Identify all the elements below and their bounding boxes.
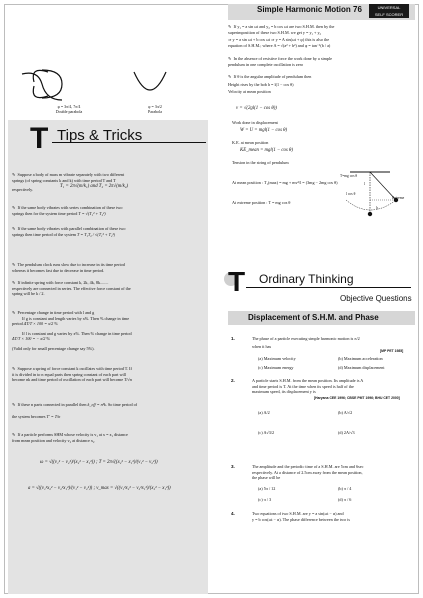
q1-opt-a: (a) Maximum velocity bbox=[258, 356, 296, 361]
header-title: Simple Harmonic Motion 76 bbox=[257, 5, 362, 14]
q3-opt-a: (a) 5π / 12 bbox=[258, 486, 276, 491]
parabola-curve bbox=[134, 72, 166, 90]
pencil-icon: ✎ bbox=[12, 172, 16, 177]
pencil-icon: ✎ bbox=[12, 262, 16, 267]
q2-text: A particle starts S.H.M. from the mean position. Its amplitude is A and time period is T. At the time when its speed is half of the maximum speed, its displacement y is bbox=[252, 378, 364, 395]
ordinary-heading: Ordinary Thinking bbox=[259, 272, 354, 286]
q3-number: 3. bbox=[231, 464, 235, 469]
q2-opt-d: (d) 2A/√3 bbox=[338, 430, 355, 435]
ordinary-rule bbox=[246, 287, 411, 288]
tip-9: ✎ If a particle performs SHM whose velocity is v₁ at x = x₁ distance from mean position and velocity v₂ at distance x₂ bbox=[12, 432, 128, 443]
q3-text: The amplitude and the periodic time of a S.H.M. are 5cm and 6sec respectively. At a distance of 2.5cm away from the mean position, the phase will be bbox=[252, 464, 364, 481]
q4-number: 4. bbox=[231, 511, 235, 516]
tip-1: ✎ Suppose a body of mass m vibrate separately with two different springs (of spring constants k and k) with time period T and T bbox=[12, 172, 125, 183]
tip-3: ✎ If the same body vibrates with parallel combination of these two springs then time period of the system T = T₁T₂ / √(T₁² + T₂²) bbox=[12, 226, 126, 237]
formula-omega: ω = √((v₁² − v₂²)/(x₂² − x₁²)) ; T = 2π√((x₂² − x₁²)/(v₁² − v₂²)) bbox=[40, 460, 158, 465]
pend-extreme-label: Extreme bbox=[392, 196, 405, 200]
q1-opt-d: (d) Maximum displacement bbox=[338, 365, 385, 370]
q3-opt-c: (c) π / 3 bbox=[258, 497, 272, 502]
formula-tension-mean: At mean position : T₁(max) = mg + mv²/l = (3mg − 2mg cos θ) bbox=[232, 180, 338, 185]
formula-tension-extreme: At extreme position : T = mg cos θ bbox=[232, 200, 291, 205]
q2-tag: [Haryana CEE 1996; CBSE PMT 1996; BHU CET 2000] bbox=[314, 396, 400, 400]
header-badge: UNIVERSAL SELF SCORER bbox=[369, 4, 409, 18]
right-3: ✎ If θ is the angular amplitude of pendulum then Height rises by the bob h = l(1 − cos θ) Velocity at mean position bbox=[228, 74, 312, 95]
q1-opt-c: (c) Maximum energy bbox=[258, 365, 294, 370]
fig-left-label: φ = 3π/4, 7π/4 Double parabola bbox=[55, 104, 83, 114]
q1-tag: [MP PET 1985] bbox=[380, 349, 404, 353]
tip-5: ✎ If infinite spring with force constant k, 2k, 4k, 8k........ respectively are connected in series. The effective force constant of the spring will be k / 2. bbox=[12, 280, 131, 297]
pencil-icon: ✎ bbox=[12, 366, 16, 371]
pencil-icon: ✎ bbox=[12, 310, 16, 315]
formula-work: W = U = mgl(1 − cos θ) bbox=[240, 128, 288, 133]
pencil-icon: ✎ bbox=[12, 205, 16, 210]
q2-number: 2. bbox=[231, 378, 235, 383]
tips-panel bbox=[8, 120, 208, 594]
section-title: Displacement of S.H.M. and Phase bbox=[248, 313, 379, 322]
label-work: Work done in displacement bbox=[232, 120, 278, 125]
formula-ke: KE_mean = mgl(1 − cos θ) bbox=[240, 148, 293, 153]
formula-velocity: v = √(2gl(1 − cos θ)) bbox=[236, 106, 277, 111]
q4-text: Two equations of two S.H.M. are y = a sin(ωt − α) and y = b cos(ωt − α). The phase difference between the two is bbox=[252, 511, 351, 522]
page-number: 76 bbox=[353, 5, 362, 14]
q2-opt-b: (b) A/√2 bbox=[338, 410, 353, 415]
q2-opt-a: (a) A/2 bbox=[258, 410, 270, 415]
pend-l-label: l bbox=[364, 182, 365, 186]
pencil-icon: ✎ bbox=[12, 280, 16, 285]
tips-heading: Tips & Tricks bbox=[57, 127, 143, 144]
q1-text: The phase of a particle executing simple harmonic motion is π/2 when it has bbox=[252, 336, 360, 349]
pencil-icon: ✎ bbox=[228, 56, 232, 61]
pencil-icon: ✎ bbox=[12, 432, 16, 437]
label-ke: K.E. at mean position bbox=[232, 140, 269, 145]
pencil-icon: ✎ bbox=[228, 24, 232, 29]
pencil-icon: ✎ bbox=[12, 402, 16, 407]
pencil-icon: ✎ bbox=[12, 226, 16, 231]
q3-opt-b: (b) π / 4 bbox=[338, 486, 352, 491]
q3-opt-d: (d) π / 6 bbox=[338, 497, 352, 502]
tip-6: ✎ Percentage change in time period with l and g If g is constant and length varies by x%. Then % change in time period ΔT/T × 100 = x/2 % If l is constant and g varies by x%. Then % change in time period ΔT/T × 100 = − x/2 % (Valid only for small percentage change say 5%). bbox=[12, 310, 132, 351]
pend-lcos-label: l cos θ bbox=[346, 192, 356, 196]
ordinary-subheading: Objective Questions bbox=[340, 294, 412, 303]
double-parabola-curve bbox=[22, 70, 62, 100]
tip-7: ✎ Suppose a spring of force constant k oscillates with time period T. If it is divided in to n equal parts then spring constant of each part will become nk and time period of oscillation of each part will become T/√n bbox=[12, 366, 132, 383]
q1-number: 1. bbox=[231, 336, 235, 341]
tips-t-glyph: T bbox=[30, 122, 49, 155]
q2-opt-c: (c) A√3/2 bbox=[258, 430, 275, 435]
tip-8: ✎ If these n parts connected in parallel then k_eff = n²k. So time period of the system becomes T′ = T/n bbox=[12, 402, 138, 419]
pend-tension-label: T=mg cos θ bbox=[340, 174, 358, 178]
label-tension: Tension in the string of pendulum bbox=[232, 160, 289, 165]
formula-amplitude: a = √((v₁²x₂² − v₂²x₁²)/(v₁² − v₂²)) ; v_max = √((v₁²x₂² − v₂²x₁²)/(x₂² − x₁²)) bbox=[28, 486, 171, 491]
ordinary-t-glyph: T bbox=[228, 266, 246, 297]
q1-opt-b: (b) Maximum acceleration bbox=[338, 356, 383, 361]
tip-1c: respectively. bbox=[12, 187, 34, 192]
right-2: ✎ In the absence of resistive force the work done by a simple pendulum in one complete oscillation is zero bbox=[228, 56, 333, 67]
tip-2: ✎ If the same body vibrates with series combination of these two springs then for the system time period T = √(T₁² + T₂²) bbox=[12, 205, 123, 216]
fig-right-label: φ = 3π/2 Parabola bbox=[148, 104, 162, 114]
pend-h-label: h bbox=[376, 206, 378, 210]
pencil-icon: ✎ bbox=[228, 74, 232, 79]
tip-4: ✎ The pendulum clock runs slow due to increase in its time period whereas it becomes fast due to decrease in time period. bbox=[12, 262, 125, 273]
right-1: ✎ If y₁ = a sin ωt and y₂ = b cos ωt are two S.H.M. then by the superimposition of these two S.H.M. we get y = y₁ + y₂ ⇒ y = a sin ωt + b cos ωt ⇒ y = A sin(ωt + φ) this is also the equation of S.H.M.; where A = √(a² + b²) and φ = tan⁻¹(b / a) bbox=[228, 24, 335, 48]
formula-t1: T₁ = 2π√(m/k₁) and T₂ = 2π√(m/k₂) bbox=[60, 184, 128, 189]
